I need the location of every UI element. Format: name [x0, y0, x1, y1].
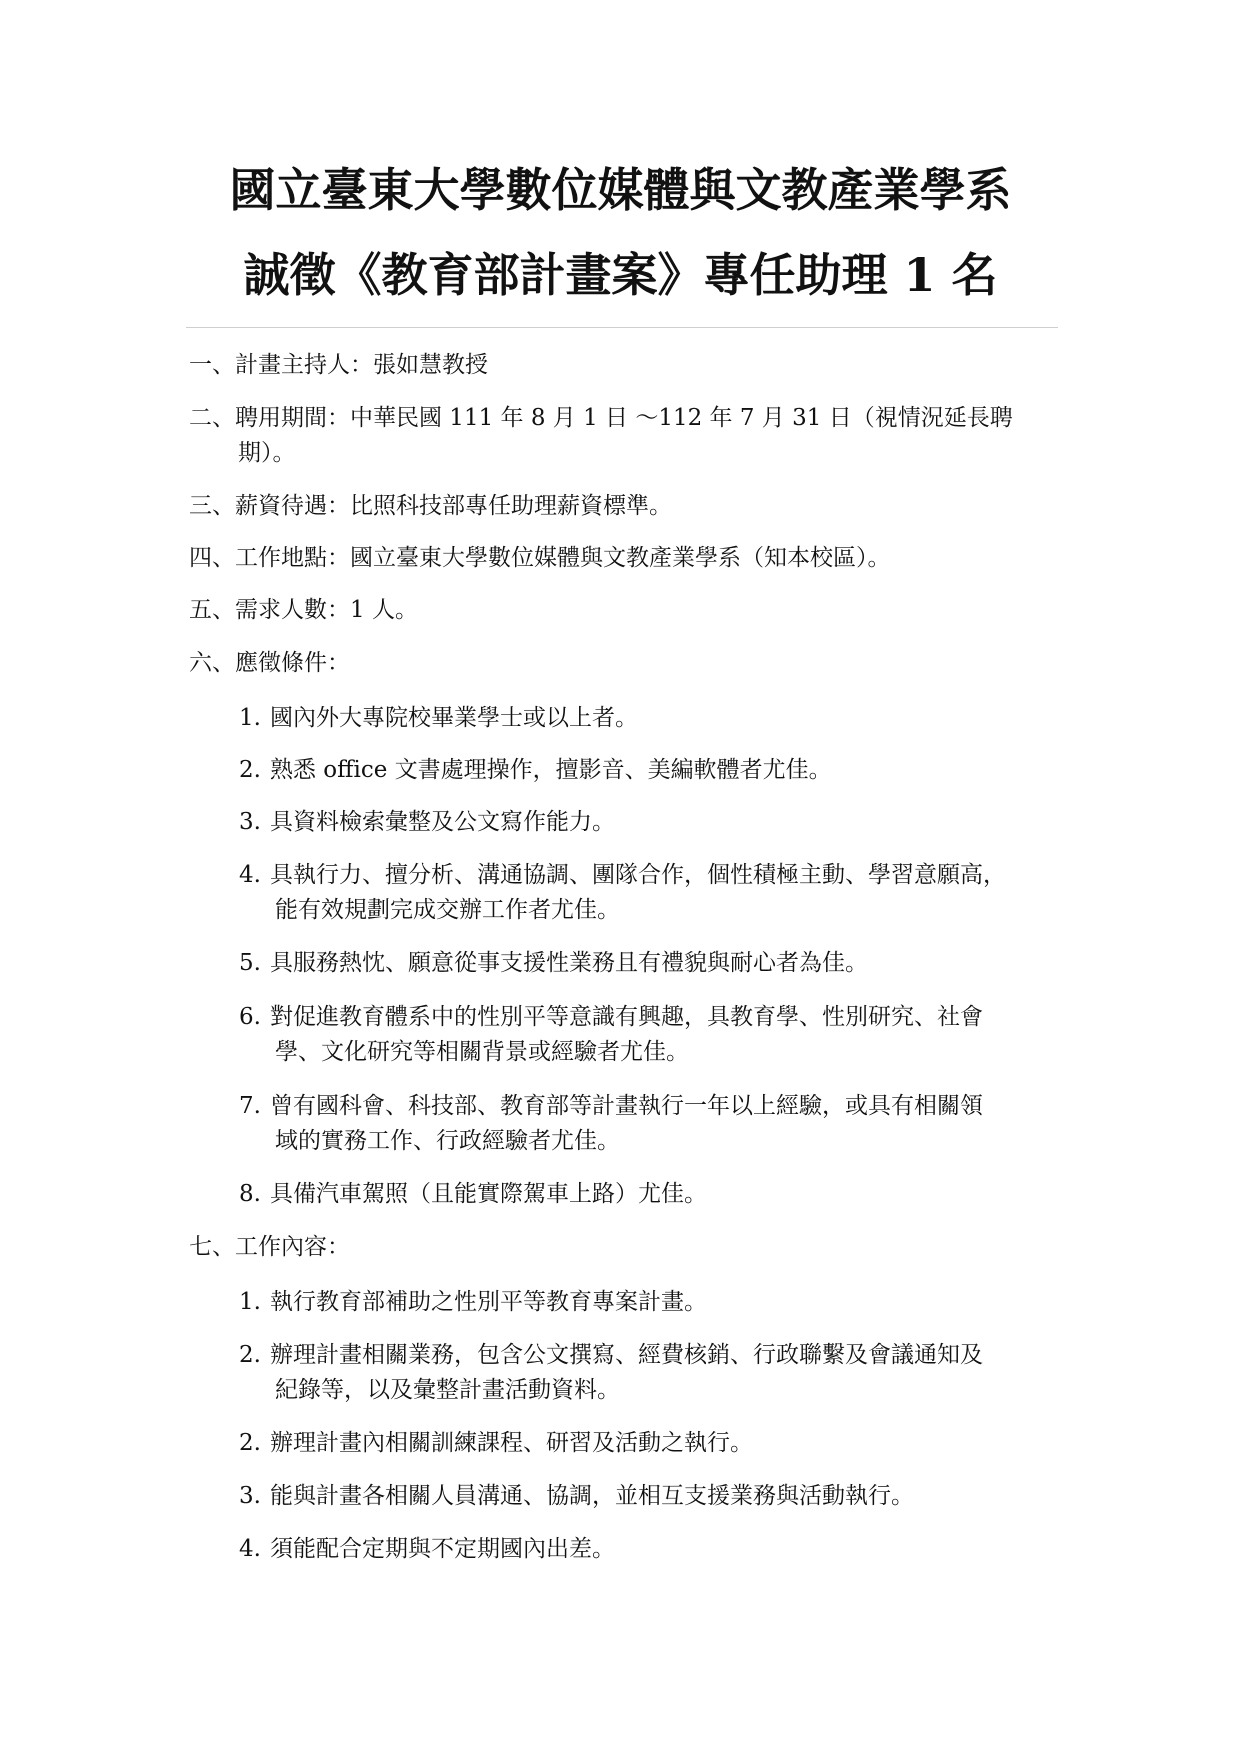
section-salary: 三、薪資待遇：比照科技部專任助理薪資標準。: [189, 493, 672, 519]
list-item-continuation: 學、文化研究等相關背景或經驗者尤佳。: [275, 1039, 689, 1065]
list-item-number: 7.: [239, 1093, 261, 1119]
section-qualifications-heading: 六、應徵條件：: [189, 650, 350, 676]
list-item-number: 1.: [239, 705, 261, 731]
document-title-line2: 誠徵《教育部計畫案》專任助理 1 名: [243, 248, 998, 302]
list-item: 辦理計畫相關業務，包含公文撰寫、經費核銷、行政聯繫及會議通知及: [270, 1342, 983, 1368]
section-principal-investigator: 一、計畫主持人：張如慧教授: [189, 352, 488, 378]
list-item: 能與計畫各相關人員溝通、協調，並相互支援業務與活動執行。: [270, 1483, 914, 1509]
list-item-continuation: 能有效規劃完成交辦工作者尤佳。: [275, 897, 620, 923]
list-item-number: 8.: [239, 1181, 261, 1207]
list-item: 曾有國科會、科技部、教育部等計畫執行一年以上經驗，或具有相關領: [270, 1093, 983, 1119]
section-employment-period: 二、聘用期間：中華民國 111 年 8 月 1 日 ～112 年 7 月 31 日（視情況延長聘: [189, 405, 1013, 431]
list-item: 具執行力、擅分析、溝通協調、團隊合作，個性積極主動、學習意願高，: [270, 862, 1006, 888]
section-work-location: 四、工作地點：國立臺東大學數位媒體與文教產業學系（知本校區）。: [189, 545, 891, 571]
list-item-number: 2.: [239, 1430, 261, 1456]
list-item: 熟悉 office 文書處理操作，擅影音、美編軟體者尤佳。: [270, 757, 832, 783]
section-headcount: 五、需求人數：1 人。: [189, 597, 418, 623]
section-duties-heading: 七、工作內容：: [189, 1234, 350, 1260]
document-title-line1: 國立臺東大學數位媒體與文教產業學系: [229, 163, 1012, 217]
list-item: 具服務熱忱、願意從事支援性業務且有禮貌與耐心者為佳。: [270, 950, 868, 976]
list-item-number: 5.: [239, 950, 261, 976]
list-item: 具資料檢索彙整及公文寫作能力。: [270, 809, 615, 835]
list-item-continuation: 紀錄等，以及彙整計畫活動資料。: [275, 1377, 620, 1403]
list-item: 對促進教育體系中的性別平等意識有興趣，具教育學、性別研究、社會: [270, 1004, 983, 1030]
list-item-number: 1.: [239, 1289, 261, 1315]
list-item-number: 3.: [239, 1483, 261, 1509]
list-item-number: 3.: [239, 809, 261, 835]
list-item: 辦理計畫內相關訓練課程、研習及活動之執行。: [270, 1430, 753, 1456]
list-item-number: 6.: [239, 1004, 261, 1030]
title-divider: [186, 327, 1058, 328]
list-item-number: 2.: [239, 757, 261, 783]
list-item-number: 2.: [239, 1342, 261, 1368]
section-employment-period-cont: 期）。: [238, 440, 296, 466]
list-item-number: 4.: [239, 1536, 261, 1562]
list-item-continuation: 域的實務工作、行政經驗者尤佳。: [275, 1128, 620, 1154]
list-item: 具備汽車駕照（且能實際駕車上路）尤佳。: [270, 1181, 707, 1207]
list-item: 執行教育部補助之性別平等教育專案計畫。: [270, 1289, 707, 1315]
list-item-number: 4.: [239, 862, 261, 888]
list-item: 國內外大專院校畢業學士或以上者。: [270, 705, 638, 731]
list-item: 須能配合定期與不定期國內出差。: [270, 1536, 615, 1562]
